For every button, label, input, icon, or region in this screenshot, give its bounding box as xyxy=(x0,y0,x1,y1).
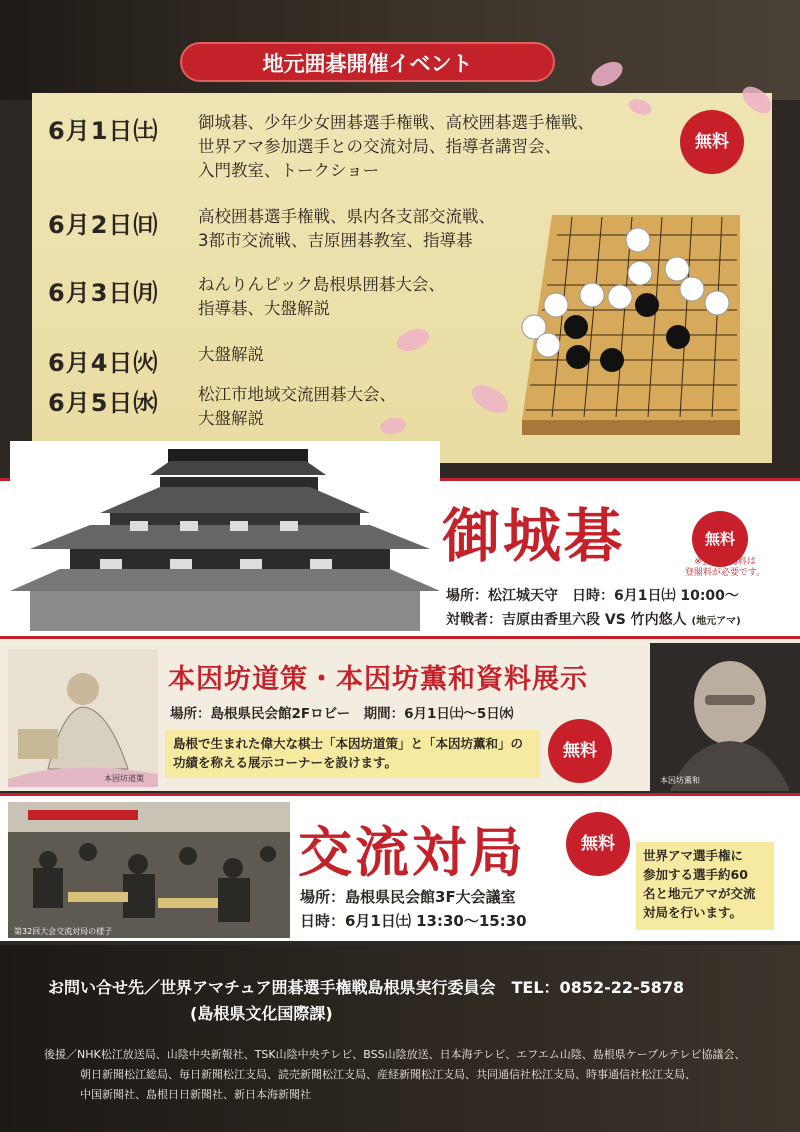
photo-caption: 本因坊薫和 xyxy=(660,776,700,785)
page-title: 地元囲碁開催イベント xyxy=(180,42,555,82)
schedule-desc xyxy=(198,205,495,253)
castle-place-time: 場所：松江城天守 日時：6月1日㈯ 10:00〜 xyxy=(446,588,739,604)
contact-info: お問い合せ先／世界アマチュア囲碁選手権戦島根県実行委員会 TEL：0852-22-5878 xyxy=(48,978,685,997)
exchange-place: 場所：島根県民会館3F大会議室 xyxy=(300,888,516,906)
contact-department: (島根県文化国際課) xyxy=(190,1004,333,1023)
desc-line: 対局を行います。 xyxy=(643,905,743,920)
desc-line: 入門教室、トークショー xyxy=(198,161,380,180)
schedule-desc xyxy=(198,273,445,321)
footer xyxy=(0,945,800,1132)
schedule-desc xyxy=(198,383,396,431)
exchange-title: 交流対局 xyxy=(298,820,526,884)
exchange-photo xyxy=(8,802,290,938)
exhibition-description xyxy=(165,730,540,778)
note-line: 登閣料が必要です。 xyxy=(684,568,766,578)
exchange-description xyxy=(636,842,774,930)
sponsor-line: 後援／NHK松江放送局、山陰中央新報社、TSK山陰中央テレビ、BSS山陰放送、日本海テレビ、エフエム山陰、島根県ケーブルテレビ協議会、 xyxy=(44,1048,746,1061)
schedule-row xyxy=(48,273,445,321)
photo-caption: 第32回大会交流対局の様子 xyxy=(14,927,113,936)
portrait-illustration xyxy=(650,643,800,791)
schedule-row xyxy=(48,111,594,183)
desc-line: ねんりんピック島根県囲碁大会、 xyxy=(198,275,445,294)
schedule-date: 6月5日㈬ xyxy=(48,389,159,417)
schedule-desc xyxy=(198,111,594,183)
free-badge: 無料 xyxy=(680,110,744,174)
desc-line: 3都市交流戦、吉原囲碁教室、指導碁 xyxy=(198,231,473,250)
desc-line: 参加する選手約60 xyxy=(643,867,748,882)
opponents-text: 対戦者：吉原由香里六段 VS 竹内悠人 xyxy=(446,612,687,628)
desc-line: 大盤解説 xyxy=(198,409,264,428)
sponsor-line: 中国新聞社、島根日日新聞社、新日本海新聞社 xyxy=(80,1088,311,1101)
free-badge: 無料 xyxy=(692,511,748,567)
sponsor-line: 朝日新聞松江総局、毎日新聞松江支局、読売新聞松江支局、産経新聞松江支局、共同通信社松江支局、時事通信社松江支局、 xyxy=(80,1068,696,1081)
castle-note xyxy=(670,557,780,579)
free-badge: 無料 xyxy=(566,812,630,876)
castle-go-section xyxy=(0,478,800,636)
go-board-illustration xyxy=(512,205,740,435)
schedule-desc xyxy=(198,343,264,378)
exhibition-section xyxy=(0,636,800,791)
desc-line: 名と地元アマが交流 xyxy=(643,886,756,901)
schedule-date: 6月3日㈪ xyxy=(48,279,159,307)
desc-line: 世界アマ選手権に xyxy=(643,848,744,863)
sponsor-list xyxy=(44,1045,764,1105)
desc-line: 大盤解説 xyxy=(198,345,264,364)
exchange-time: 日時：6月1日㈯ 13:30〜15:30 xyxy=(300,912,527,930)
exhibition-title: 本因坊道策・本因坊薫和資料展示 xyxy=(168,664,588,695)
portrait-illustration xyxy=(8,649,158,787)
exhibition-info: 場所：島根県民会館2Fロビー 期間：6月1日㈯〜5日㈬ xyxy=(170,706,514,722)
kunwa-portrait xyxy=(650,643,800,791)
schedule-date: 6月2日㈰ xyxy=(48,211,159,239)
castle-illustration xyxy=(10,441,440,631)
free-badge: 無料 xyxy=(548,719,612,783)
schedule-row xyxy=(48,205,495,253)
desc-line: 功績を称える展示コーナーを設けます。 xyxy=(173,755,398,770)
desc-line: 御城碁、少年少女囲碁選手権戦、高校囲碁選手権戦、 xyxy=(198,113,594,132)
photo-caption: 本因坊道策 xyxy=(104,774,144,783)
desc-line: 世界アマ参加選手との交流対局、指導者講習会、 xyxy=(198,137,561,156)
desc-line: 島根で生まれた偉大な棋士「本因坊道策」と「本因坊薫和」の xyxy=(173,736,524,751)
desc-line: 指導碁、大盤解説 xyxy=(198,299,330,318)
schedule-row xyxy=(48,383,396,431)
castle-opponents xyxy=(446,609,741,629)
exchange-match-section xyxy=(0,793,800,941)
hall-photo-illustration xyxy=(8,802,290,938)
schedule-row xyxy=(48,343,264,378)
note-line: ※会場入場料は xyxy=(694,557,756,567)
schedule-date: 6月4日㈫ xyxy=(48,349,159,377)
opponents-sub: (地元アマ) xyxy=(691,616,741,627)
desc-line: 松江市地域交流囲碁大会、 xyxy=(198,385,396,404)
castle-event-title: 御城碁 xyxy=(442,502,626,570)
dosaku-portrait xyxy=(8,649,158,787)
schedule-date: 6月1日㈯ xyxy=(48,117,159,145)
desc-line: 高校囲碁選手権戦、県内各支部交流戦、 xyxy=(198,207,495,226)
